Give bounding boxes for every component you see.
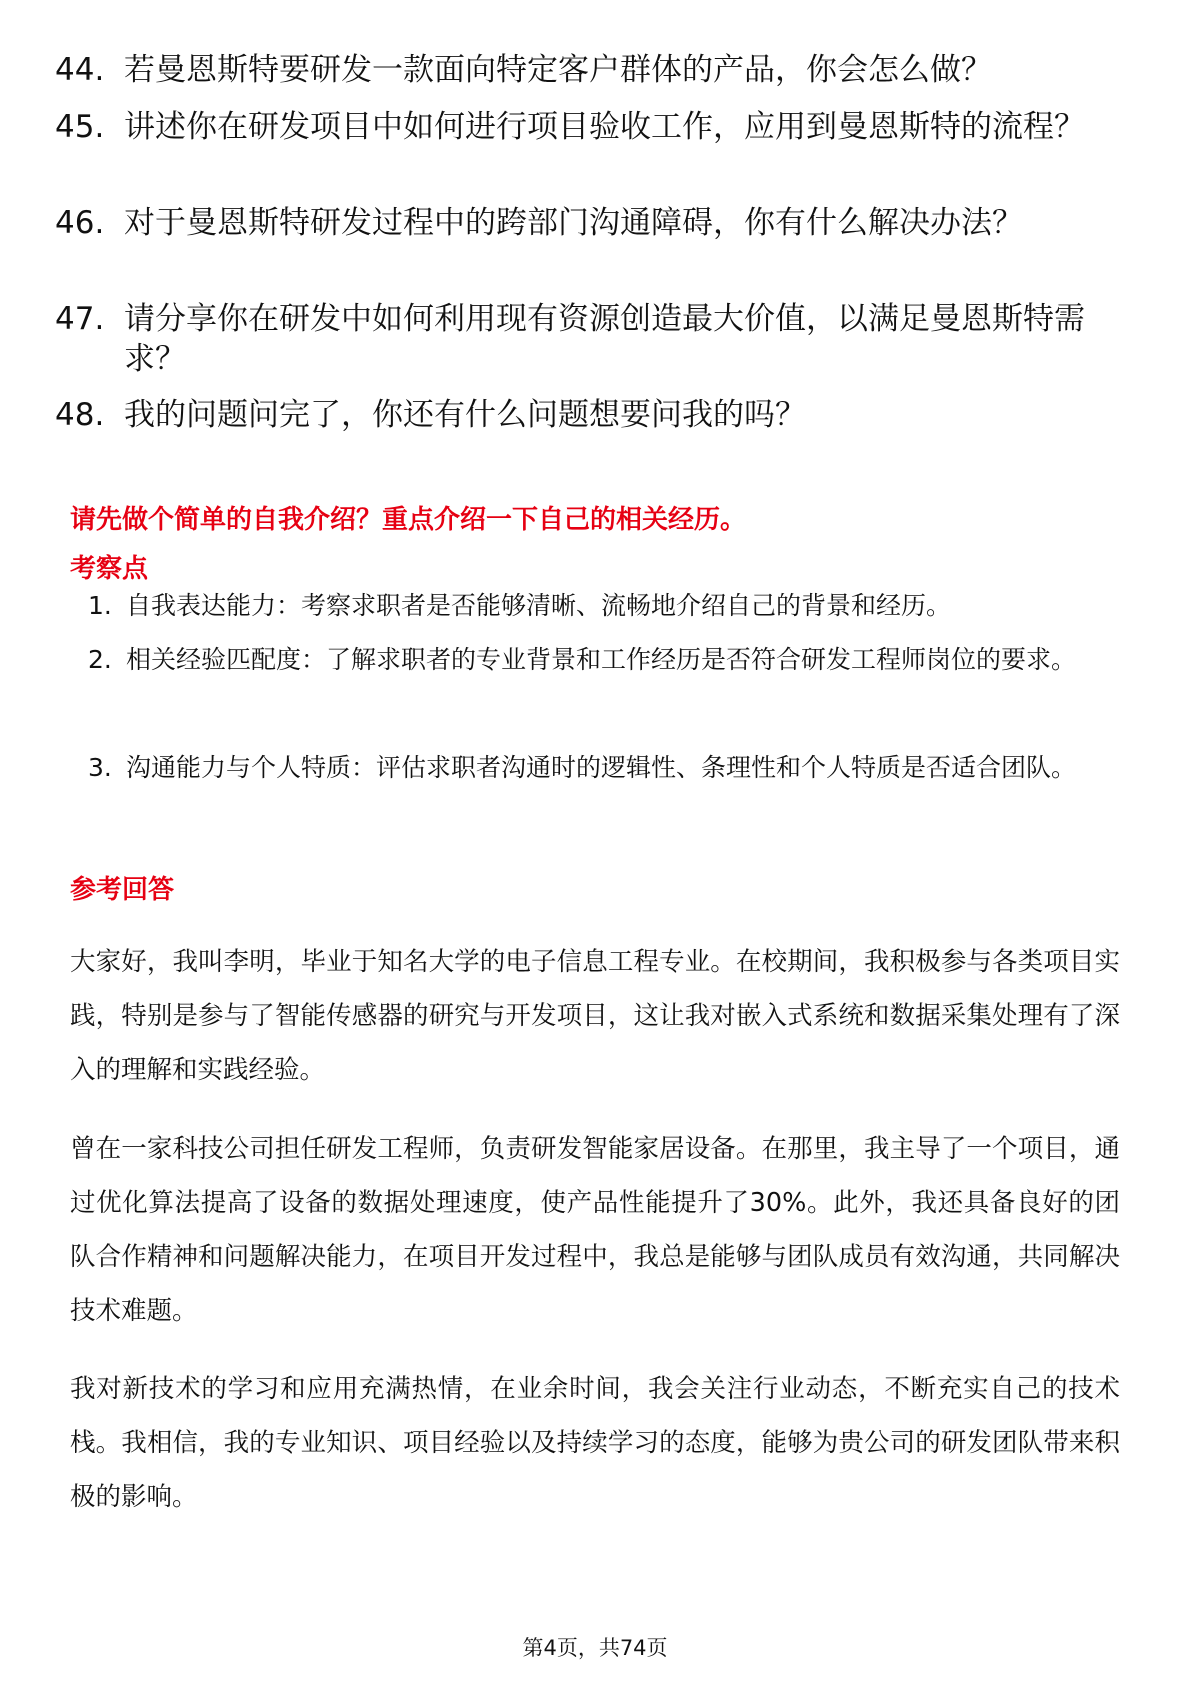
- page-footer: 第4页，共74页: [522, 1636, 668, 1660]
- question-item: [55, 299, 1115, 379]
- point-item: [88, 632, 1128, 688]
- question-item: [55, 107, 1115, 147]
- question-number: 46.: [55, 205, 105, 241]
- point-number: 2.: [88, 645, 112, 674]
- question-text: 若曼恩斯特要研发一款面向特定客户群体的产品，你会怎么做？: [124, 52, 992, 88]
- answer-paragraph: 曾在一家科技公司担任研发工程师，负责研发智能家居设备。在那里，我主导了一个项目，通过优化算法提高了设备的数据处理速度，使产品性能提升了30%。此外，我还具备良好的团队合作精神和问题解决能力，在项目开发过程中，我总是能够与团队成员有效沟通，共同解决技术难题。: [70, 1134, 1120, 1326]
- point-number: 3.: [88, 753, 112, 782]
- point-item: [88, 578, 1128, 634]
- answer-heading: 参考回答: [70, 875, 175, 905]
- point-text: 沟通能力与个人特质：评估求职者沟通时的逻辑性、条理性和个人特质是否适合团队。: [126, 753, 1077, 782]
- question-text: 对于曼恩斯特研发过程中的跨部门沟通障碍，你有什么解决办法？: [124, 205, 1023, 241]
- question-number: 48.: [55, 397, 105, 433]
- point-number: 1.: [88, 591, 112, 620]
- point-text: 相关经验匹配度：了解求职者的专业背景和工作经历是否符合研发工程师岗位的要求。: [126, 645, 1077, 674]
- question-text: 讲述你在研发项目中如何进行项目验收工作，应用到曼恩斯特的流程？: [124, 109, 1085, 145]
- question-number: 44.: [55, 52, 105, 88]
- question-item: [55, 203, 1115, 243]
- answer-paragraph: 我对新技术的学习和应用充满热情，在业余时间，我会关注行业动态，不断充实自己的技术栈。我相信，我的专业知识、项目经验以及持续学习的态度，能够为贵公司的研发团队带来积极的影响。: [70, 1374, 1120, 1512]
- answer-paragraph: 大家好，我叫李明，毕业于知名大学的电子信息工程专业。在校期间，我积极参与各类项目实践，特别是参与了智能传感器的研究与开发项目，这让我对嵌入式系统和数据采集处理有了深入的理解和实践经验。: [70, 947, 1120, 1085]
- question-text: 请分享你在研发中如何利用现有资源创造最大价值，以满足曼恩斯特需求？: [124, 301, 1085, 377]
- question-item: [55, 395, 1115, 435]
- question-text: 我的问题问完了，你还有什么问题想要问我的吗？: [124, 397, 806, 433]
- points-heading: 考察点: [70, 554, 149, 584]
- point-item: [88, 740, 1128, 796]
- question-item: [55, 50, 1115, 90]
- question-number: 47.: [55, 301, 105, 337]
- section-question: 请先做个简单的自我介绍？重点介绍一下自己的相关经历。: [70, 505, 747, 535]
- point-text: 自我表达能力：考察求职者是否能够清晰、流畅地介绍自己的背景和经历。: [126, 591, 952, 620]
- question-number: 45.: [55, 109, 105, 145]
